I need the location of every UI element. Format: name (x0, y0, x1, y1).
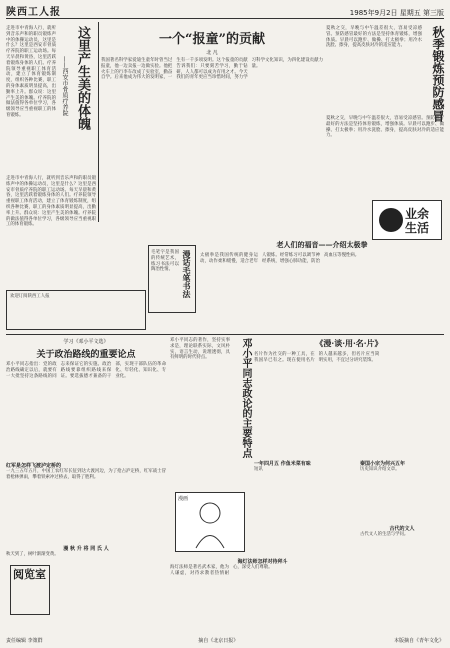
column-divider (98, 22, 99, 222)
article-monk-haideng (170, 558, 355, 636)
box-title: 漫话毛笔书法 (182, 250, 192, 298)
article-title: 红军是怎样飞渡泸定桥的 (6, 463, 62, 469)
article-business-cards (254, 338, 444, 458)
newspaper-logo: 陕西工人报 (6, 7, 61, 18)
article-history (360, 460, 444, 520)
article-body: 一九三五年五月，中国工农红军长征到达大渡河边，为了抢占泸定桥，红军战士冒着枪林弹雨，攀着铁索冲过桥去，取得了胜利。 (6, 469, 166, 480)
article-deng-style (170, 338, 250, 488)
article-title: 海灯法师怎样对待拜斗 (237, 559, 288, 565)
article-body: 秋天到了，树叶渐渐变黄。 (6, 552, 59, 557)
cartoon-caption: 漫画 (178, 496, 189, 502)
article-body: 走进市中青海人行，就听到音乐声和的职员锻炼声中的体操运动员，这里是什么？这里是西安市骨质疗养院的职工运动场。每天早晨和黄昏，这里活跃着锻炼身体的人们。疗养院领导重视职工体育活动，建立了体育锻炼制度，组织各种比赛，职工的身体素质明显提高，出勤率上升。群众说：这里产生美的体魄。疗养院的做法值得各单位学习，各级领导应当重视职工的体育锻炼。 (6, 26, 56, 118)
issue-page: 第三版 (423, 9, 444, 17)
dateline (350, 8, 444, 18)
article-luding-bridge (6, 462, 166, 540)
article-title: 关于政治路线的重要论点 (36, 350, 136, 360)
article-ancient-scholars (360, 525, 444, 565)
article-subtitle: ——西安市骨质疗养院 (61, 56, 68, 116)
notice-title: 一年四月五 作鱼米菜有味 (254, 461, 311, 467)
calligraphy-box (148, 245, 196, 313)
box-body: 毛笔字是我国的传统艺术，练习书法可以陶冶性情。 (151, 250, 179, 273)
cartoon-head (200, 503, 220, 523)
article-title: 秦国小宗为何兴五年 (360, 461, 406, 467)
leisure-badge (372, 200, 442, 240)
masthead (6, 4, 444, 19)
article-body-continued: 走进市中青海人行，就听到音乐声和的职员锻炼声中的体操运动员，这里是什么？这里是西安市骨质疗养院的职工运动场。每天早晨和黄昏，这里活跃着锻炼身体的人们。疗养院领导重视职工体育活动，建立了体育锻炼制度，组织各种比赛，职工的身体素质明显提高，出勤率上升。群众说：这里产生美的体魄。疗养院的做法值得各单位学习，各级领导应当重视职工的体育锻炼。 (6, 176, 96, 228)
leisure-label: 业余生活 (405, 207, 430, 235)
article-title: 一个“报童”的贡献 (159, 32, 265, 47)
article-body: 邓小平同志的著作，坚持实事求是，理论联系实际，文风朴实，语言生动，说理透彻，具有鲜明的时代特点。 (170, 338, 230, 361)
cartoon-illustration (175, 492, 245, 552)
article-title: 《漫·谈·用·名·片》 (315, 338, 383, 348)
footer-credit: 本版摘自《青年文化》 (393, 638, 444, 644)
article-political-line (6, 338, 166, 458)
article-title: 古代的文人 (389, 526, 415, 532)
article-body: 邓小平同志指出：党的政治路线确定以后，就要有一大批坚持这条路线的同志来保证它的实施。政治路线要靠组织路线来保证。要选拔德才兼备的干部，实现干部队伍的革命化、年轻化、知识化、专业化。 (6, 362, 166, 379)
article-body-continued: 夏秋之交，早晚与中午温差很大，容易受凉感冒。预防感冒最好的方法是坚持体育锻炼，增强体质。早晨可以跑步、做操、打太极拳；用冷水洗脸、擦身，提高皮肤对冷的适应能力。 (326, 116, 444, 139)
reading-room-label: 阅览室 (13, 568, 46, 581)
article-body: 历史知识介绍文章。 (360, 467, 400, 472)
article-kicker: 学习《邓小平文选》 (63, 339, 109, 345)
article-body: 古代文人的生活与学问。 (360, 532, 409, 537)
article-newsboy (101, 26, 323, 236)
ad-text: 欢迎订阅陕西工人报 (10, 294, 50, 299)
article-title: 秋季锻炼预防感冒 (431, 26, 445, 122)
section-divider (6, 334, 444, 335)
article-body: 我国著名科学家爱迪生童年时曾当过报童，他一边卖报一边做实验。他把火车上的行李车改成了实验室，勤奋自学。后来他成为伟大的发明家，一生有一千多项发明。这个报童的贡献告诉我们：只要刻苦学习，勤于钻研，人人都可以成为有用之才。今天我们的青年更应当珍惜时间，努力学习科学文化知识，为四化建设贡献力量。 (101, 58, 323, 81)
footer-editor: 责任编辑 李策群 (6, 638, 43, 644)
article-title: 邓小平同志政论的主要特点 (240, 338, 251, 458)
decor-circle (379, 208, 403, 232)
footer-source: 摘自《北京日报》 (198, 638, 239, 644)
article-title: 漫 秋 升 将 同 氏 人 (63, 546, 109, 552)
issue-date: 1985年9月2日 (349, 9, 398, 17)
article-byline: 北 凡 (206, 50, 218, 56)
page-footer (6, 637, 444, 646)
cartoon-body (196, 536, 224, 549)
subscription-ad (6, 290, 146, 330)
article-body: 夏秋之交，早晚与中午温差很大，容易受凉感冒。预防感冒最好的方法是坚持体育锻炼，增强体质。早晨可以跑步、做操、打太极拳；用冷水洗脸、擦身，提高皮肤对冷的适应能力。 (326, 26, 422, 49)
notice-body: 短讯 (254, 467, 263, 472)
article-body: 海灯法师是著名武术家，他为人谦虚，对待求教者热情耐心，深受人们尊敬。 (170, 565, 273, 576)
article-title: 老人们的福音——介绍太极拳 (276, 240, 368, 249)
article-fitness-hospital (6, 26, 96, 228)
reading-room-badge (10, 565, 50, 615)
article-notice (254, 460, 354, 510)
article-taichi (200, 240, 444, 310)
article-body: 太极拳是我国传统的健身运动，动作柔和缓慢，适合老年人锻炼。经常练习可以调节神经系统，增强心肺功能，防治高血压等慢性病。 (200, 253, 360, 264)
article-body: 名片作为社交的一种工具，在我国早已有之。现在使用名片的人越来越多，但名片应当简明实用，不宜过分讲究装饰。 (254, 352, 380, 363)
issue-weekday: 星期五 (399, 9, 421, 17)
article-title: 这里产生美的体魄 (75, 26, 90, 130)
